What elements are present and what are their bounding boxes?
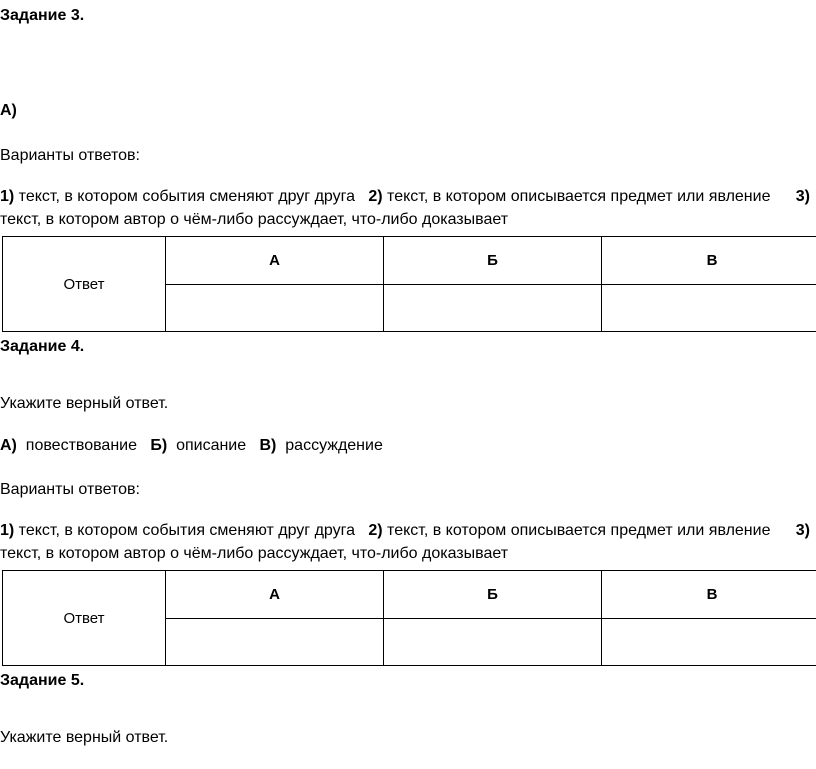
task4-option2-text: текст, в котором описывается предмет или явление <box>382 522 771 539</box>
task3-variants-label: Варианты ответов: <box>0 147 140 164</box>
task3-answer-row-label: Ответ <box>3 237 166 332</box>
task3-option1-num: 1) <box>0 188 15 205</box>
task3-col-b-header: Б <box>384 237 602 285</box>
task3-option1-text: текст, в котором события сменяют друг друга <box>14 188 356 205</box>
task4-a-label: А) <box>0 437 17 454</box>
task4-col-c-header: В <box>602 571 816 619</box>
task4-col-b-header: Б <box>384 571 602 619</box>
task4-options-line1 <box>0 521 816 541</box>
task3-title: Задание 3. <box>0 7 85 24</box>
task3-option3-text: текст, в котором автор о чём-либо рассуждает, что-либо доказывает <box>0 211 509 228</box>
task5-instruction: Укажите верный ответ. <box>0 729 169 746</box>
task3-answer-cell-c[interactable] <box>602 285 816 332</box>
task4-choices-line <box>0 436 383 456</box>
task3-options-line1 <box>0 187 816 207</box>
task3-answer-cell-a[interactable] <box>166 285 384 332</box>
task3-part-label: А) <box>0 102 17 119</box>
task4-variants-label: Варианты ответов: <box>0 481 140 498</box>
task4-b-text: описание <box>176 437 247 454</box>
task4-c-label: В) <box>259 437 277 454</box>
task3-option2-text: текст, в котором описывается предмет или явление <box>382 188 771 205</box>
task4-answer-cell-a[interactable] <box>166 619 384 666</box>
task4-b-label: Б) <box>150 437 168 454</box>
task4-answer-row-label: Ответ <box>3 571 166 666</box>
task4-col-a-header: А <box>166 571 384 619</box>
task4-option2-num: 2) <box>368 522 383 539</box>
task3-answer-table <box>2 236 816 332</box>
task4-option3-num: 3) <box>795 522 810 539</box>
task4-option3-text: текст, в котором автор о чём-либо рассуждает, что-либо доказывает <box>0 545 509 562</box>
task3-answer-cell-b[interactable] <box>384 285 602 332</box>
task4-answer-cell-b[interactable] <box>384 619 602 666</box>
task4-answer-cell-c[interactable] <box>602 619 816 666</box>
task4-title: Задание 4. <box>0 338 85 355</box>
task5-title: Задание 5. <box>0 672 85 689</box>
task3-col-a-header: А <box>166 237 384 285</box>
task4-answer-table <box>2 570 816 666</box>
task3-option2-num: 2) <box>368 188 383 205</box>
task4-c-text: рассуждение <box>285 437 383 454</box>
task4-instruction: Укажите верный ответ. <box>0 395 169 412</box>
task4-a-text: повествование <box>25 437 137 454</box>
task3-col-c-header: В <box>602 237 816 285</box>
task3-option3-num: 3) <box>795 188 810 205</box>
task4-option1-text: текст, в котором события сменяют друг друга <box>14 522 356 539</box>
task4-option1-num: 1) <box>0 522 15 539</box>
